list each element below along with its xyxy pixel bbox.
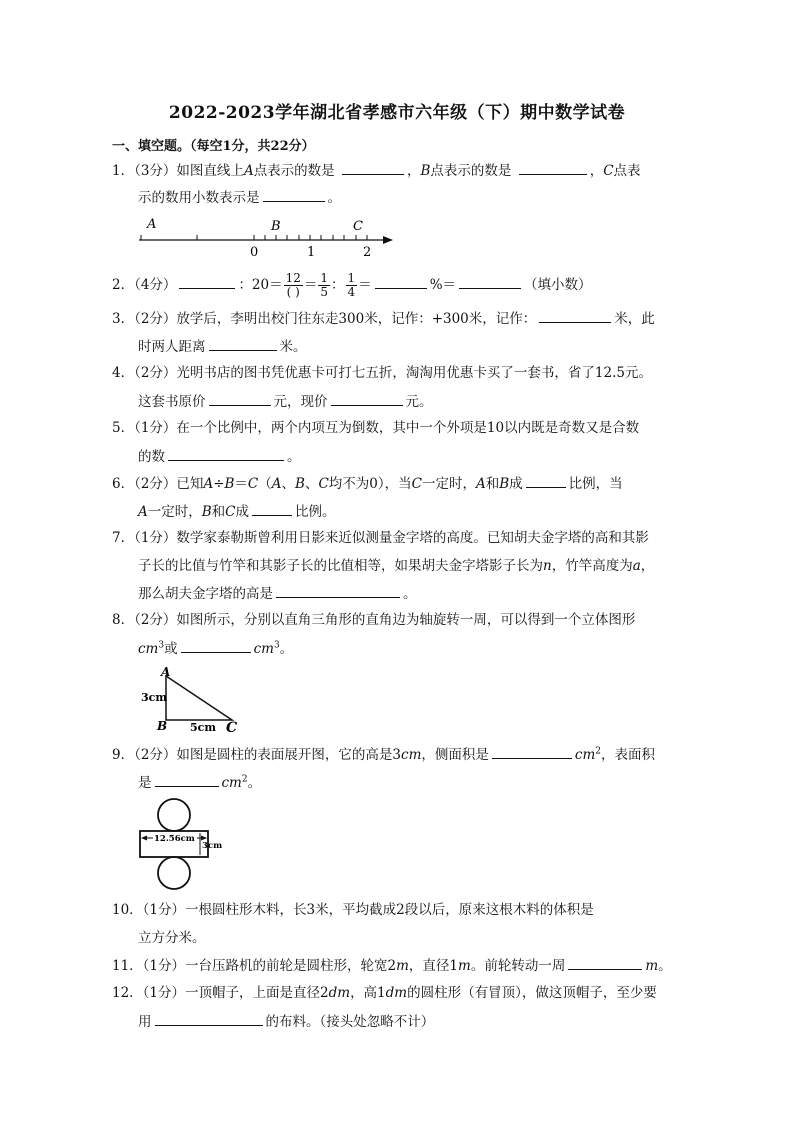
q6-line2: A一定时，B和C成 比例。 xyxy=(138,501,336,522)
q4-blank-b xyxy=(331,391,403,406)
q2-blank-a xyxy=(179,274,235,289)
tick-label-0: 0 xyxy=(250,245,259,260)
vertex-b-label: B xyxy=(157,719,168,733)
point-a-label: A xyxy=(147,217,157,232)
q6-line1: 6．（2分）已知A÷B＝C（A、B、C均不为0），当C一定时，A和B成 比例，当 xyxy=(112,473,623,494)
q7-line2: 子长的比值与竹竿和其影子长的比值相等，如果胡夫金字塔影子长为n，竹竿高度为a， xyxy=(138,558,655,574)
q2-fraction-3: $\frac{1}{4}$ xyxy=(347,271,356,299)
q2-blank-c xyxy=(459,274,521,289)
page-title: 2022-2023学年湖北省孝感市六年级（下）期中数学试卷 xyxy=(168,103,626,123)
q4-blank-a xyxy=(209,391,271,406)
q4-line2: 这套书原价 元，现价 元。 xyxy=(138,391,433,412)
point-c-label: C xyxy=(353,219,363,234)
q10-line1: 10．（1分）一根圆柱形木料，长3米，平均截成2段以后，原来这根木料的体积是 xyxy=(112,902,594,918)
q1-blank-c xyxy=(263,187,325,202)
q6-blank-a xyxy=(526,473,566,488)
q12-blank xyxy=(155,1011,263,1026)
q10-line2: 立方分米。 xyxy=(138,930,206,946)
circumference-label: 12.56cm xyxy=(154,834,195,844)
q3-line2: 时两人距离 米。 xyxy=(138,336,307,357)
point-b-label: B xyxy=(271,219,281,234)
section-heading: 一、填空题。（每空1分，共22分） xyxy=(112,139,315,154)
number-line-figure xyxy=(135,212,405,262)
q6-blank-b xyxy=(252,501,292,516)
height-label: 3cm xyxy=(141,691,167,704)
q7-blank xyxy=(276,583,400,598)
q9-blank-b xyxy=(155,772,219,787)
vertex-a-label: A xyxy=(161,665,171,679)
q3-blank-b xyxy=(209,336,277,351)
q1-line1: 1．（3分）如图直线上A点表示的数是 ，B点表示的数是 ，C点表 xyxy=(112,160,641,181)
q9-blank-a xyxy=(492,744,572,759)
q5-line2: 的数 。 xyxy=(138,446,301,467)
tick-label-1: 1 xyxy=(307,245,316,260)
q12-line1: 12．（1分）一顶帽子，上面是直径2dm，高1dm的圆柱形（有冒顶），做这顶帽子，至少要 xyxy=(112,985,657,1001)
q9-line1: 9．（2分）如图是圆柱的表面展开图，它的高是3cm，侧面积是 $cm^2$，表面积 xyxy=(112,744,655,765)
cylinder-net-figure xyxy=(134,797,244,891)
q5-line1: 5．（1分）在一个比例中，两个内项互为倒数，其中一个外项是10以内既是奇数又是合数 xyxy=(112,420,640,436)
q2-fraction-1: $\frac{12}{( )}$ xyxy=(285,271,301,299)
q3-line1: 3．（2分）放学后，李明出校门往东走300米，记作：+300米，记作： 米，此 xyxy=(112,308,655,329)
q11-line: 11．（1分）一台压路机的前轮是圆柱形，轮宽2m，直径1m。前轮转动一周 m。 xyxy=(112,955,672,976)
q8-line2: $cm^3$或 $cm^3$。 xyxy=(138,638,293,659)
q1-blank-b xyxy=(519,160,587,175)
q8-blank xyxy=(181,638,251,653)
q1-blank-a xyxy=(342,160,404,175)
vertex-c-label: C xyxy=(226,720,238,734)
q4-line1: 4．（2分）光明书店的图书凭优惠卡可打七五折，淘淘用优惠卡买了一套书，省了12.5元。 xyxy=(112,365,652,381)
q2-blank-b xyxy=(375,274,427,289)
q3-blank-a xyxy=(539,308,611,323)
base-label: 5cm xyxy=(190,721,216,734)
q2-fraction-2: $\frac{1}{5}$ xyxy=(320,271,329,299)
q7-line3: 那么胡夫金字塔的高是 。 xyxy=(138,583,417,604)
cylinder-height-label: 3cm xyxy=(202,841,223,851)
q5-blank xyxy=(168,446,284,461)
q1-line2: 示的数用小数表示是 。 xyxy=(138,187,341,208)
q7-line1: 7．（1分）数学家泰勒斯曾利用日影来近似测量金字塔的高度。已知胡夫金字塔的高和其影 xyxy=(112,530,649,546)
q12-line2: 用 的布料。（接头处忽略不计） xyxy=(138,1011,434,1032)
q2-line: 2．（4分） ：20＝ $\frac{12}{( )}$ ＝ $\frac{1}{5}$ ： $\frac{1}{4}$ ＝ %＝ （填小数） xyxy=(112,271,592,299)
q11-blank xyxy=(568,955,642,970)
q8-line1: 8．（2分）如图所示，分别以直角三角形的直角边为轴旋转一周，可以得到一个立体图形 xyxy=(112,612,636,628)
q9-line2: 是 $cm^2$。 xyxy=(138,772,261,793)
right-triangle-figure xyxy=(140,662,250,734)
tick-label-2: 2 xyxy=(363,245,372,260)
